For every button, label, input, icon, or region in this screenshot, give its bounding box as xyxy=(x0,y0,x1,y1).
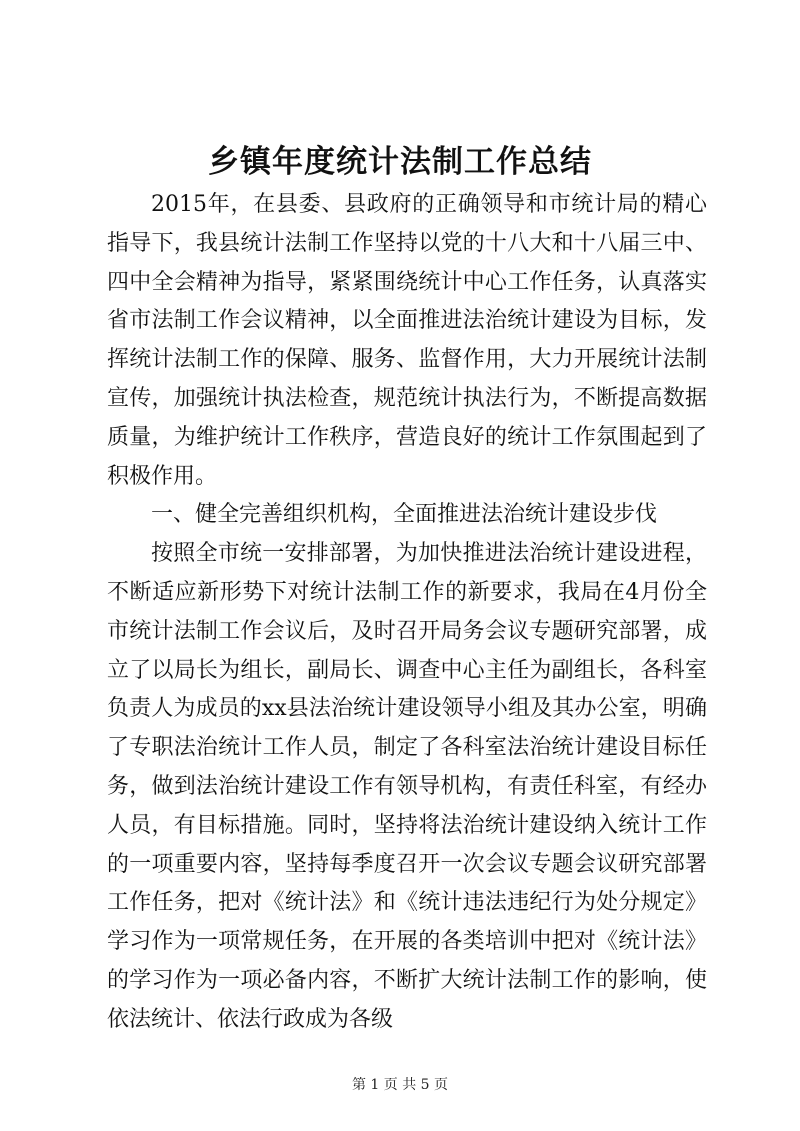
document-title: 乡镇年度统计法制工作总结 xyxy=(208,144,592,180)
section-paragraph: 按照全市统一安排部署，为加快推进法治统计建设进程，不断适应新形势下对统计法制工作的新要求，我局在4月份全市统计法制工作会议后，及时召开局务会议专题研究部署，成立了以局长为组长，副局长、调查中心主任为副组长，各科室负责人为成员的xx县法治统计建设领导小组及其办公室，明确了专职法治统计工作人员，制定了各科室法治统计建设目标任务，做到法治统计建设工作有领导机构，有责任科室，有经办人员，有目标措施。同时，坚持将法治统计建设纳入统计工作的一项重要内容，坚持每季度召开一次会议专题会议研究部署工作任务，把对《统计法》和《统计违法违纪行为处分规定》学习作为一项常规任务，在开展的各类培训中把对《统计法》的学习作为一项必备内容，不断扩大统计法制工作的影响，使依法统计、依法行政成为各级 xyxy=(107,541,707,1032)
page-number-footer: 第 1 页 共 5 页 xyxy=(351,1077,449,1093)
document-body xyxy=(107,186,707,1040)
intro-paragraph: 2015年，在县委、县政府的正确领导和市统计局的精心指导下，我县统计法制工作坚持以党的十八大和十八届三中、四中全会精神为指导，紧紧围绕统计中心工作任务，认真落实省市法制工作会议精神，以全面推进法治统计建设为目标，发挥统计法制工作的保障、服务、监督作用，大力开展统计法制宣传，加强统计执法检查，规范统计执法行为，不断提高数据质量，为维护统计工作秩序，营造良好的统计工作氛围起到了积极作用。 xyxy=(107,192,707,489)
section-heading: 一、健全完善组织机构，全面推进法治统计建设步伐 xyxy=(151,502,658,528)
